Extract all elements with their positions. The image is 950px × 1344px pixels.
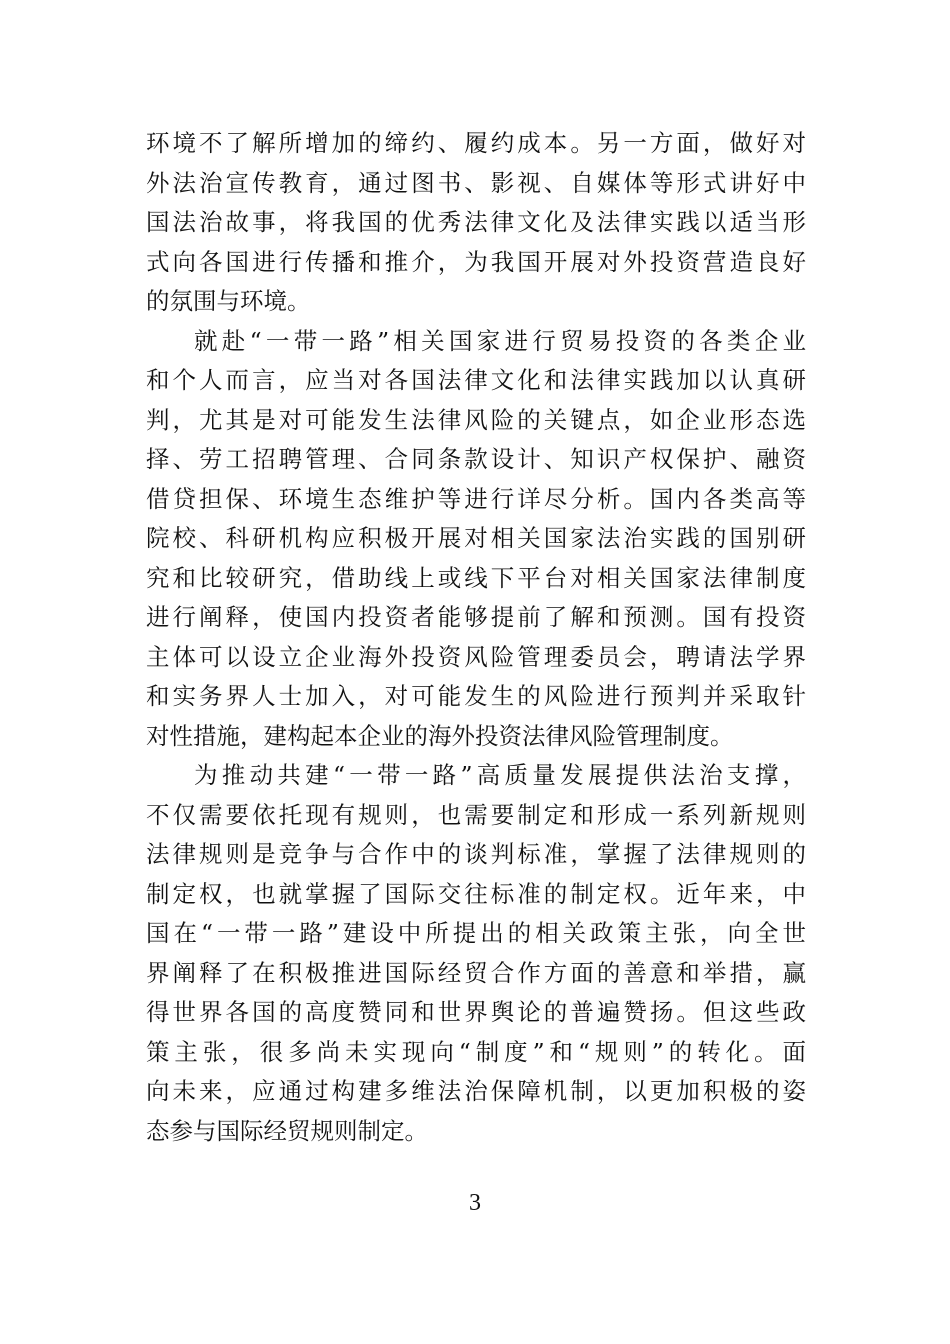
text-line: 式向各国进行传播和推介，为我国开展对外投资营造良好 [146,247,806,276]
text-line: 进行阐释，使国内投资者能够提前了解和预测。国有投资 [146,603,806,631]
text-line: 院校、科研机构应积极开展对相关国家法治实践的国别研 [146,524,806,552]
text-line: 态参与国际经贸规则制定。 [146,1116,428,1145]
text-line: 得世界各国的高度赞同和世界舆论的普遍赞扬。但这些政 [146,998,806,1026]
document-body [146,124,806,1151]
text-line: 借贷担保、环境生态维护等进行详尽分析。国内各类高等 [146,484,806,513]
text-line: 为推动共建“一带一路”高质量发展提供法治支撑， [194,761,806,789]
text-line: 择、劳工招聘管理、合同条款设计、知识产权保护、融资 [146,445,806,473]
text-line: 不仅需要依托现有规则，也需要制定和形成一系列新规则 [146,800,806,829]
paragraph-3 [146,756,806,1151]
text-line: 和个人而言，应当对各国法律文化和法律实践加以认真研 [146,366,806,394]
text-line: 向未来，应通过构建多维法治保障机制，以更加积极的姿 [146,1077,806,1105]
text-line: 制定权，也就掌握了国际交往标准的制定权。近年来，中 [146,879,806,908]
text-line: 国在“一带一路”建设中所提出的相关政策主张，向全世 [146,919,806,947]
text-line: 判，尤其是对可能发生法律风险的关键点，如企业形态选 [146,405,806,434]
text-line: 对性措施，建构起本企业的海外投资法律风险管理制度。 [146,721,734,750]
text-line: 就赴“一带一路”相关国家进行贸易投资的各类企业 [194,326,806,355]
text-line: 外法治宣传教育，通过图书、影视、自媒体等形式讲好中 [146,168,806,197]
text-line: 主体可以设立企业海外投资风险管理委员会，聘请法学界 [146,642,806,671]
text-line: 策主张，很多尚未实现向“制度”和“规则”的转化。面 [146,1037,806,1066]
text-line: 的氛围与环境。 [146,287,311,315]
text-line: 和实务界人士加入，对可能发生的风险进行预判并采取针 [146,682,806,710]
text-line: 环境不了解所增加的缔约、履约成本。另一方面，做好对 [146,129,806,157]
paragraph-1 [146,124,806,322]
text-line: 国法治故事，将我国的优秀法律文化及法律实践以适当形 [146,208,806,236]
text-line: 界阐释了在积极推进国际经贸合作方面的善意和举措，赢 [146,958,806,987]
paragraph-2 [146,322,806,757]
page-number: 3 [469,1190,481,1216]
text-line: 法律规则是竞争与合作中的谈判标准，掌握了法律规则的 [146,840,806,868]
text-line: 究和比较研究，借助线上或线下平台对相关国家法律制度 [146,563,806,592]
